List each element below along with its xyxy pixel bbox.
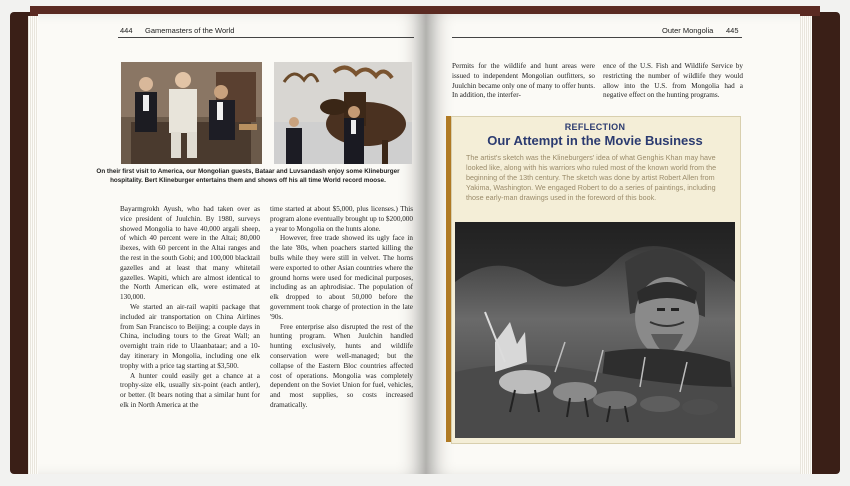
photo-guests-seated bbox=[121, 62, 262, 164]
left-col1-para-1: Bayarmgrokh Ayush, who had taken over as vice president of Juulchin. By 1980, surveys showed Mongolia to have 40,000 argali sheep, of which 40 percent were in the Altai; 80,000 ibexes, with 60 percent in the Altai ranges and the rest in the south Gobi; and 100,000 blacktail gazelles and at least that many whitetail gazelles. Wapiti, which are almost identical to the North American elk, were estimated at 130,000. bbox=[120, 205, 260, 302]
genghis-khan-sketch bbox=[455, 222, 735, 438]
right-col2-text: ence of the U.S. Fish and Wildlife Service by restricting the number of wildlife they would allow into the U.S. from Mongolia had a negative effect on the hunting programs. bbox=[603, 62, 743, 100]
right-page-stack bbox=[800, 16, 812, 474]
left-header-rule bbox=[118, 37, 414, 38]
right-running-head: Outer Mongolia bbox=[662, 26, 714, 35]
left-column-2 bbox=[270, 205, 413, 411]
left-col2-para-1: time started at about $5,000, plus licenses.) This program alone eventually brought up to $200,000 a year to Mongolia on the hunts alone. bbox=[270, 205, 413, 233]
left-col2-para-2: However, free trade showed its ugly face in the late '80s, when poachers started killing the bulls while they were still in velvet. The horns were exported to other Asian countries where the ground horns were used for medicinal purposes, including as an aphrodisiac. The population of elk dropped to about 50,000 before the government took charge of protection in the late '90s. bbox=[270, 234, 413, 321]
photo-caption: On their first visit to America, our Mongolian guests, Bataar and Luvsandash enjoy some Klineburger hospitality. Bert Klineburger entertains them and shows off his all time World record moose. bbox=[96, 168, 400, 184]
left-running-head: Gamemasters of the World bbox=[145, 26, 235, 35]
left-col1-para-2: We started an air-rail wapiti package that included air transportation on China Airlines from San Francisco to Beijing; a couple days in China, including tours to the Great Wall; an overnight train ride to Ulaanbataar; and a 10-day itinerary in Mongolia, including one elk trophy with a price tag starting at $3,500. bbox=[120, 302, 260, 370]
right-col1-text: Permits for the wildlife and hunt areas were issued to independent Mongolian outfitters, so Juulchin became only one of many to offer hunts. In addition, the interfer- bbox=[452, 62, 595, 100]
left-page-number: 444 bbox=[120, 26, 133, 35]
left-column-1 bbox=[120, 205, 260, 411]
right-header-rule bbox=[452, 37, 742, 38]
right-column-2 bbox=[603, 62, 743, 101]
left-col1-para-3: A hunter could easily get a chance at a trophy-size elk, usually six-point (each antler), or better. (It bears noting that a similar hunt for elk in North America at the bbox=[120, 371, 260, 409]
reflection-title: Our Attempt in the Movie Business bbox=[487, 133, 703, 148]
reflection-text: The artist's sketch was the Klineburgers' idea of what Genghis Khan may have looked like, along with his warriors who ruled most of the known world from the beginning of the 13th century. The sketch was done by artist Robert Allen from Yakima, Washington. We engaged Robert to do a series of paintings, including those early-man drawings used in the foreword of this book. bbox=[466, 153, 717, 202]
left-col2-para-3: Free enterprise also disrupted the rest of the hunting program. When Juulchin handled hunting exclusively, hunts and wildlife conservation were well-managed; but the collapse of the Eastern Bloc countries affected cost of operations. Mongolia was completely dependent on the Soviet Union for fuel, vehicles, and most supplies, so costs increased dramatically. bbox=[270, 322, 413, 409]
right-page-number: 445 bbox=[726, 26, 739, 35]
right-column-1 bbox=[452, 62, 595, 101]
reflection-accent-bar bbox=[446, 116, 451, 442]
reflection-kicker: REFLECTION bbox=[564, 122, 626, 132]
photo-moose-trophy bbox=[274, 62, 412, 164]
